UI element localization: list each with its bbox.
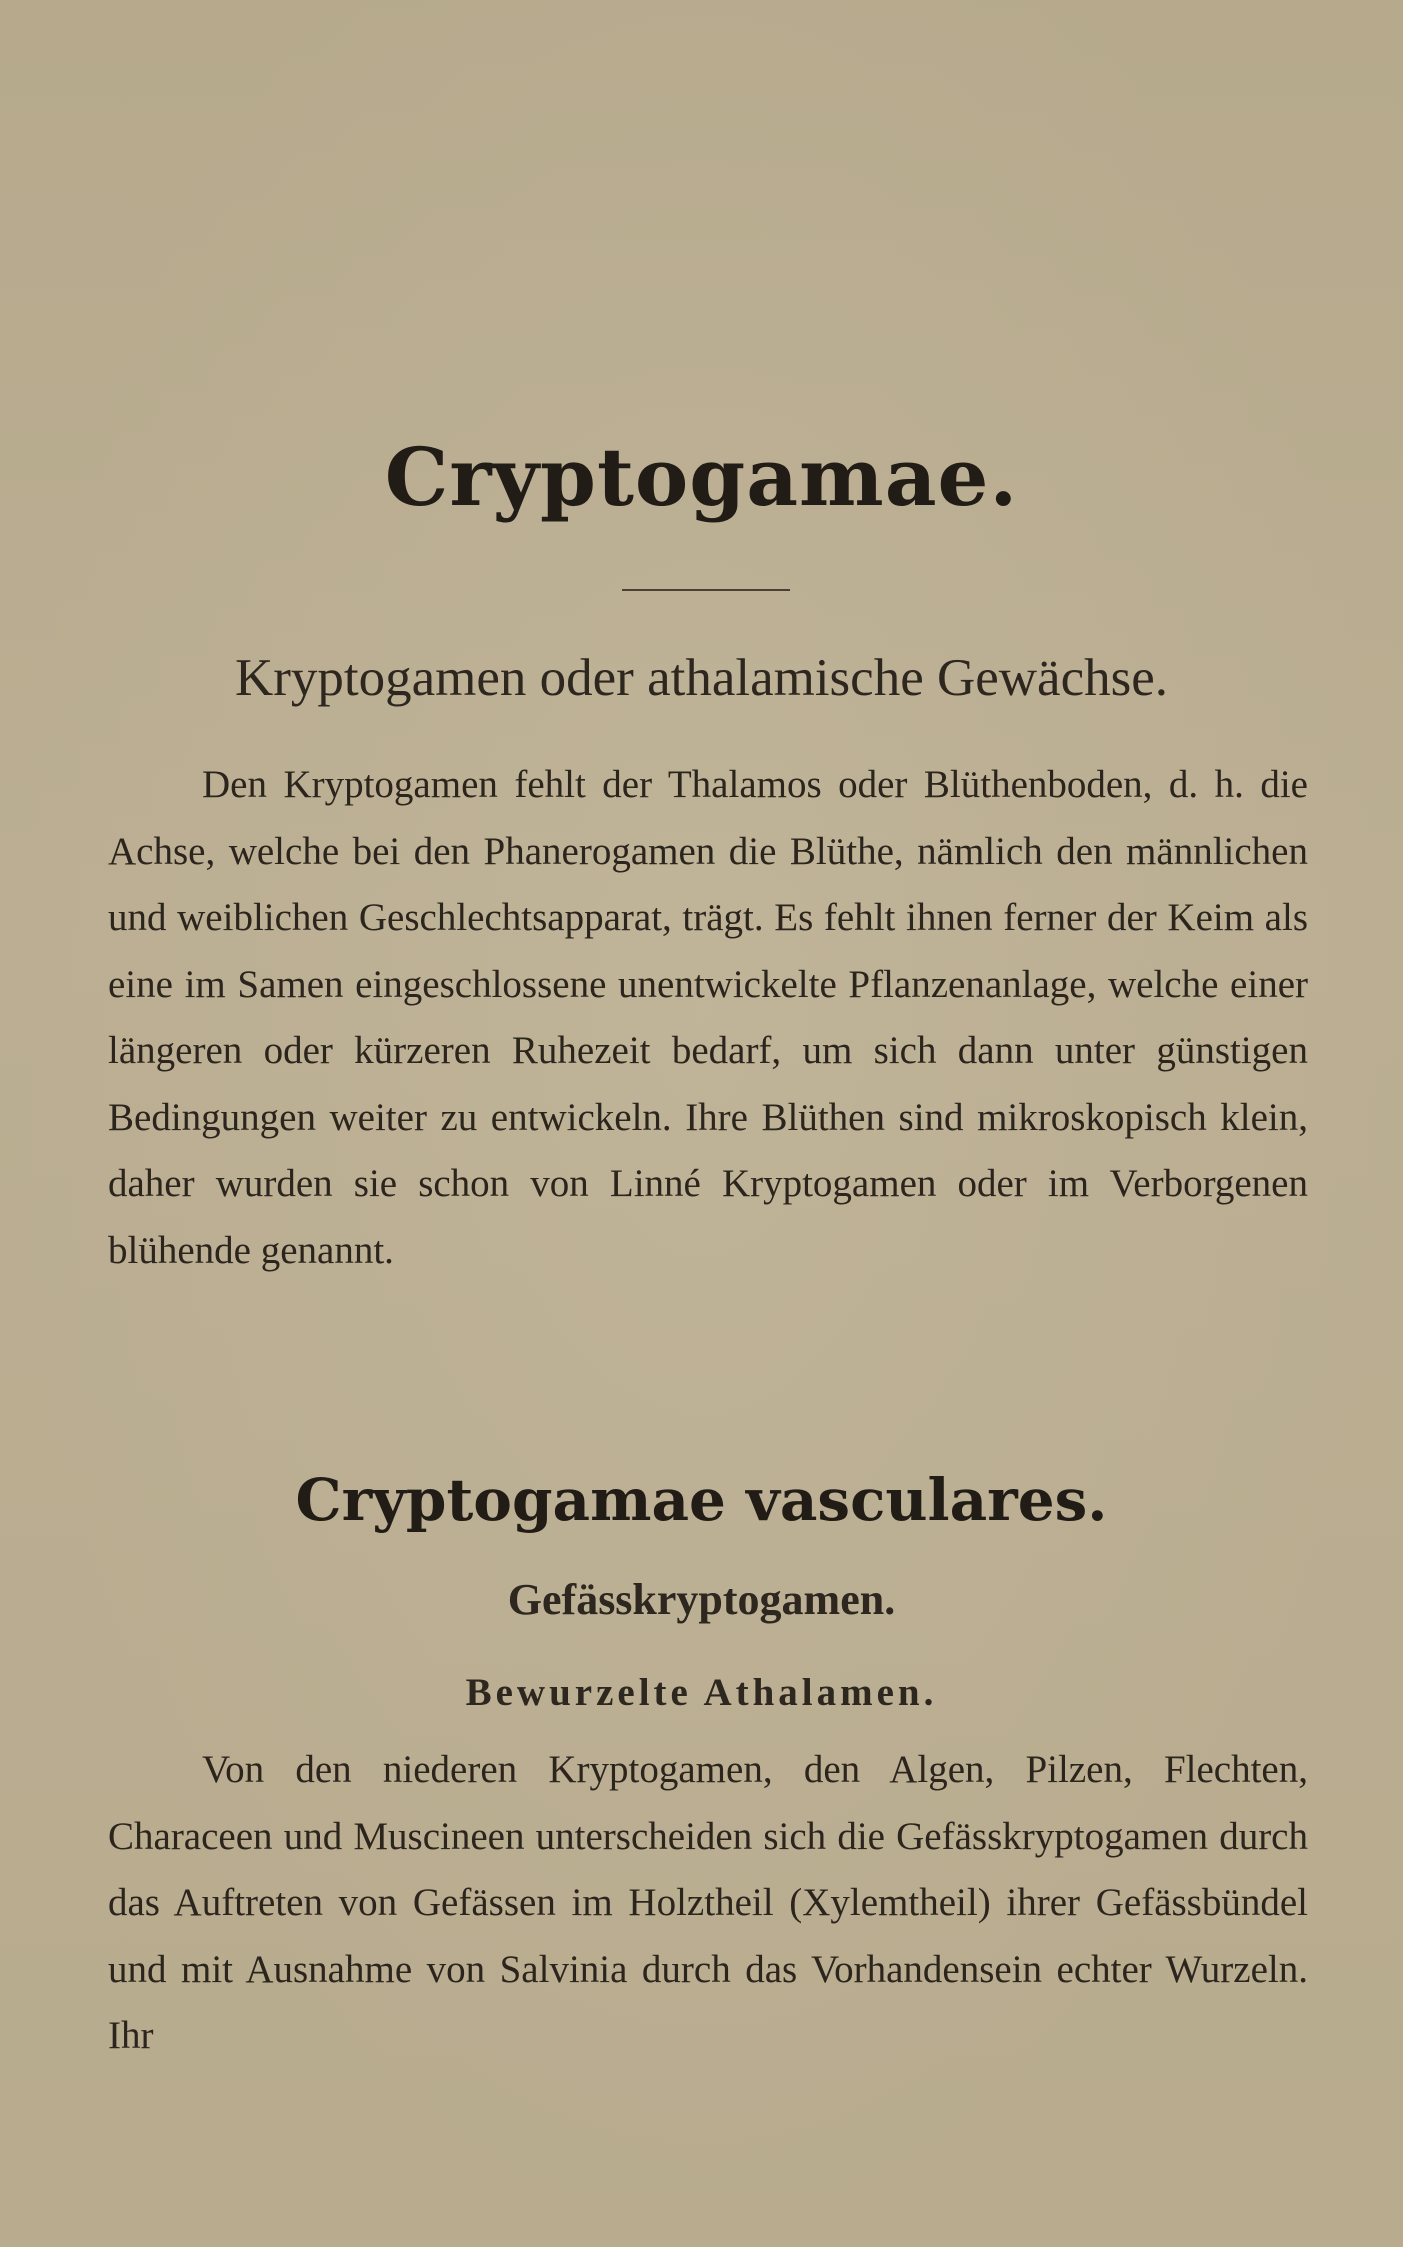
title-rule	[622, 589, 790, 591]
intro-paragraph-text: Den Kryptogamen fehlt der Thalamos oder Blüthenboden, d. h. die Achse, welche bei den Phanerogamen die Blüthe, nämlich den männlichen und weiblichen Geschlechtsapparat, trägt. Es fehlt ihnen ferner der Keim als eine im Samen eingeschlossene unentwickelte Pflanzenanlage, welche einer längeren oder kürzeren Ruhezeit bedarf, um sich dann unter günstigen Bedingungen weiter zu entwickeln. Ihre Blüthen sind mikroskopisch klein, daher wurden sie schon von Linné Kryptogamen oder im Verborgenen blühende genannt.	[108, 763, 1308, 1272]
section-subtitle: Gefässkryptogamen.	[507, 1575, 896, 1624]
section-paragraph	[108, 1737, 1308, 2070]
section-subtitle-secondary: Bewurzelte Athalamen.	[465, 1671, 938, 1714]
intro-paragraph	[108, 752, 1308, 1284]
section-title: Cryptogamae vasculares.	[295, 1466, 1108, 1534]
page-subtitle: Kryptogamen oder athalamische Gewächse.	[234, 649, 1168, 707]
section-paragraph-text: Von den niederen Kryptogamen, den Algen, Pilzen, Flechten, Characeen und Muscineen unterscheiden sich die Gefässkryptogamen durch das Auftreten von Gefässen im Holztheil (Xylemtheil) ihrer Gefässbündel und mit Ausnahme von Salvinia durch das Vorhandensein echter Wurzeln. Ihr	[108, 1748, 1308, 2057]
page-title: Cryptogamae.	[384, 430, 1019, 524]
